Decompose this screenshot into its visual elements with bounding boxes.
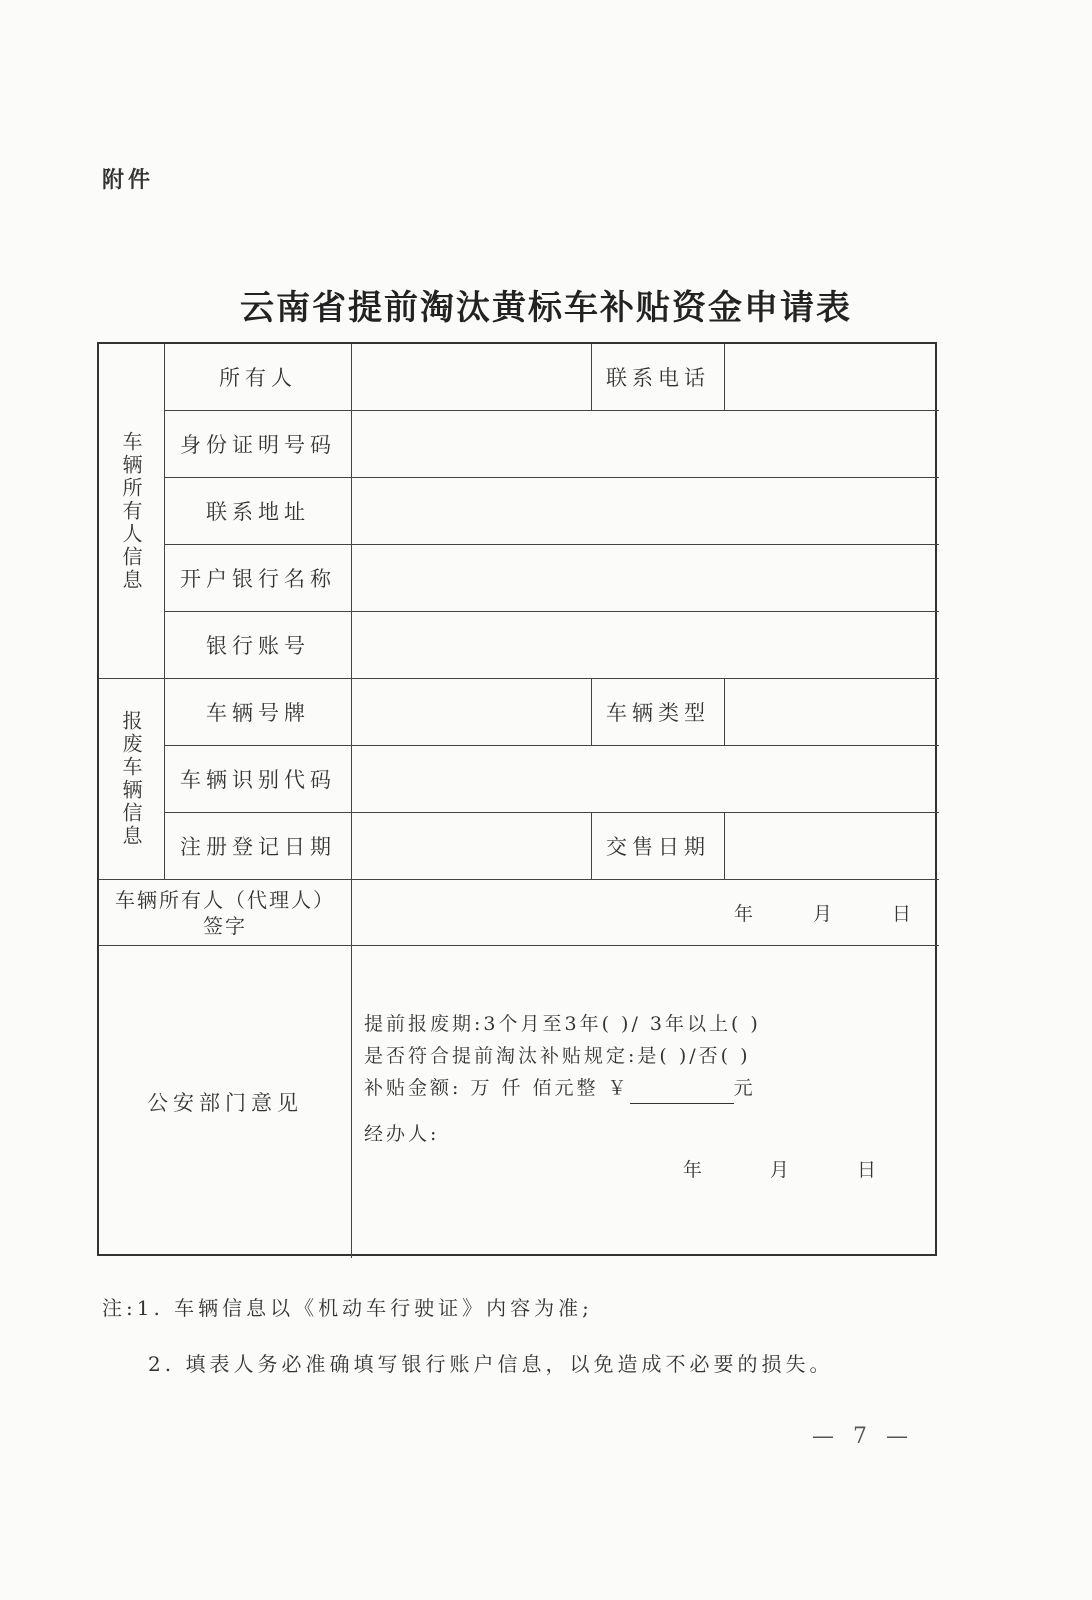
- signature-month: 月: [812, 903, 832, 925]
- label-address: 联系地址: [165, 478, 352, 545]
- label-bank-name: 开户银行名称: [165, 545, 352, 612]
- label-owner: 所有人: [165, 344, 352, 411]
- early-scrap-period: 提前报废期:3个月至3年( )/ 3年以上( ): [364, 1013, 761, 1035]
- group-label-owner-info: 车辆所有人信息: [99, 344, 165, 679]
- subsidy-amount-line: [364, 1072, 939, 1104]
- application-form-table: [97, 342, 937, 1256]
- page-number: — 7 —: [812, 1424, 914, 1449]
- signature-label-line2: 签字: [203, 913, 247, 938]
- signature-year: 年: [733, 903, 753, 925]
- input-vin[interactable]: [352, 746, 939, 813]
- subsidy-amount-suffix: 元: [733, 1077, 756, 1099]
- input-address[interactable]: [352, 478, 939, 545]
- input-bank-account[interactable]: [352, 612, 939, 679]
- form-notes: [102, 1280, 833, 1392]
- input-sale-date[interactable]: [725, 813, 939, 880]
- label-plate-number: 车辆号牌: [165, 679, 352, 746]
- attachment-label: 附件: [102, 167, 155, 193]
- label-police-opinion: 公安部门意见: [99, 946, 352, 1258]
- label-owner-signature: [99, 880, 352, 946]
- input-plate-number[interactable]: [352, 679, 592, 746]
- opinion-day: 日: [856, 1159, 879, 1181]
- label-id-number: 身份证明号码: [165, 411, 352, 478]
- input-id-number[interactable]: [352, 411, 939, 478]
- opinion-year: 年: [682, 1159, 705, 1181]
- subsidy-compliance: 是否符合提前淘汰补贴规定:是( )/否( ): [364, 1045, 751, 1067]
- input-registration-date[interactable]: [352, 813, 592, 880]
- label-bank-account: 银行账号: [165, 612, 352, 679]
- subsidy-amount-prefix: 补贴金额: 万 仟 佰元整 ￥: [364, 1077, 630, 1099]
- subsidy-amount-blank[interactable]: [630, 1081, 734, 1104]
- signature-label-line1: 车辆所有人（代理人）: [115, 887, 335, 912]
- input-vehicle-type[interactable]: [725, 679, 939, 746]
- form-title: 云南省提前淘汰黄标车补贴资金申请表: [240, 288, 852, 328]
- police-opinion-content[interactable]: [352, 946, 939, 1258]
- input-bank-name[interactable]: [352, 545, 939, 612]
- input-owner[interactable]: [352, 344, 592, 411]
- input-owner-signature[interactable]: [352, 880, 939, 946]
- handler-label: 经办人:: [364, 1123, 440, 1145]
- label-registration-date: 注册登记日期: [165, 813, 352, 880]
- opinion-month: 月: [769, 1159, 792, 1181]
- label-phone: 联系电话: [592, 344, 725, 411]
- group-label-scrap-vehicle-info: 报废车辆信息: [99, 679, 165, 880]
- note-line-1: 注:1. 车辆信息以《机动车行驶证》内容为准;: [102, 1296, 593, 1320]
- label-vin: 车辆识别代码: [165, 746, 352, 813]
- label-sale-date: 交售日期: [592, 813, 725, 880]
- opinion-date: [364, 1154, 939, 1186]
- label-vehicle-type: 车辆类型: [592, 679, 725, 746]
- note-line-2: 2. 填表人务必准确填写银行账户信息，以免造成不必要的损失。: [148, 1352, 834, 1376]
- input-phone[interactable]: [725, 344, 939, 411]
- signature-day: 日: [891, 903, 911, 925]
